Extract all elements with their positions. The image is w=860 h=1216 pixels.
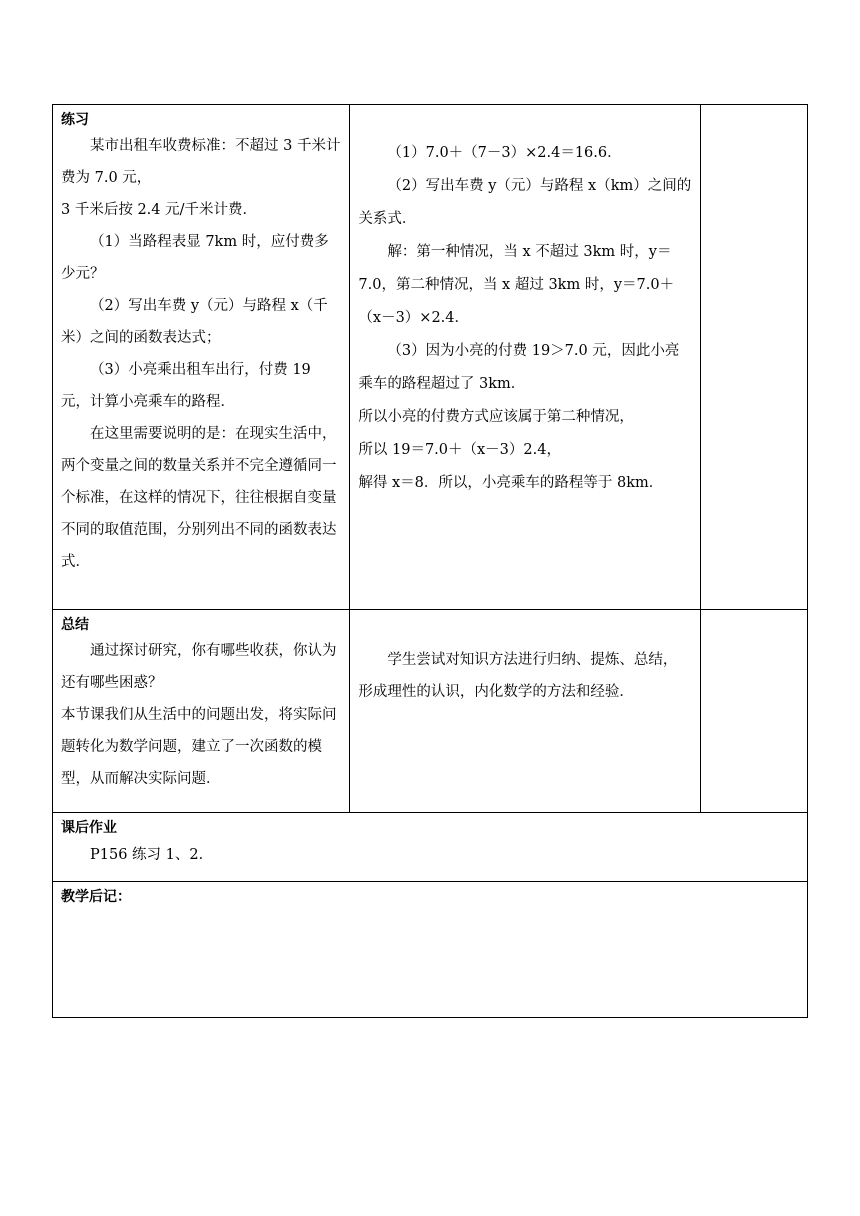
summary-heading: 总结 xyxy=(61,617,89,633)
notes-row xyxy=(53,882,808,1018)
practice-heading: 练习 xyxy=(61,112,89,128)
summary-notes-cell xyxy=(700,610,807,813)
practice-answer-3: （3）因为小亮的付费 19＞7.0 元，因此小亮乘车的路程超过了 3km． xyxy=(358,343,680,392)
practice-answer-line: 解得 x＝8．所以，小亮乘车的路程等于 8km． xyxy=(358,475,664,491)
practice-problem-line: 某市出租车收费标准：不超过 3 千米计费为 7.0 元， xyxy=(61,138,341,186)
practice-row xyxy=(53,105,808,610)
summary-conclusion: 本节课我们从生活中的问题出发，将实际问题转化为数学问题，建立了一次函数的模型，从而解决实际问题． xyxy=(61,707,337,787)
practice-answer-line: 所以小亮的付费方式应该属于第二种情况， xyxy=(358,409,634,425)
practice-question-2: （2）写出车费 y（元）与路程 x（千米）之间的函数表达式； xyxy=(61,298,328,346)
lesson-plan-table xyxy=(52,104,808,1018)
practice-problem-line: 3 千米后按 2.4 元/千米计费． xyxy=(61,202,257,218)
practice-question-3: （3）小亮乘出租车出行，付费 19 元，计算小亮乘车的路程． xyxy=(61,362,311,410)
practice-notes-cell xyxy=(700,105,807,610)
homework-heading: 课后作业 xyxy=(61,820,117,836)
practice-explanation: 在这里需要说明的是：在现实生活中，两个变量之间的数量关系并不完全遵循同一个标准，在这样的情况下，往往根据自变量不同的取值范围，分别列出不同的函数表达式． xyxy=(61,426,337,570)
summary-student-activity: 学生尝试对知识方法进行归纳、提炼、总结，形成理性的认识，内化数学的方法和经验． xyxy=(358,652,678,700)
practice-question-1: （1）当路程表显 7km 时，应付费多少元？ xyxy=(61,234,329,282)
summary-left-cell xyxy=(53,610,350,813)
homework-text: P156 练习 1、2． xyxy=(90,847,214,863)
summary-right-cell xyxy=(350,610,700,813)
notes-cell xyxy=(53,882,808,1018)
summary-question: 通过探讨研究，你有哪些收获，你认为还有哪些困惑？ xyxy=(61,643,337,691)
homework-row xyxy=(53,813,808,882)
summary-row xyxy=(53,610,808,813)
notes-heading: 教学后记： xyxy=(61,889,131,905)
practice-answer-2: （2）写出车费 y（元）与路程 x（km）之间的关系式． xyxy=(358,178,692,227)
practice-answer-1: （1）7.0＋（7－3）×2.4＝16.6． xyxy=(387,145,622,161)
practice-solution: 解：第一种情况，当 x 不超过 3km 时，y＝7.0，第二种情况，当 x 超过 3km 时，y＝7.0＋（x－3）×2.4． xyxy=(358,244,675,326)
lesson-plan-page xyxy=(52,104,808,1018)
practice-answer-line: 所以 19＝7.0＋（x－3）2.4， xyxy=(358,442,561,458)
practice-right-cell xyxy=(350,105,700,610)
homework-cell xyxy=(53,813,808,882)
practice-left-cell xyxy=(53,105,350,610)
